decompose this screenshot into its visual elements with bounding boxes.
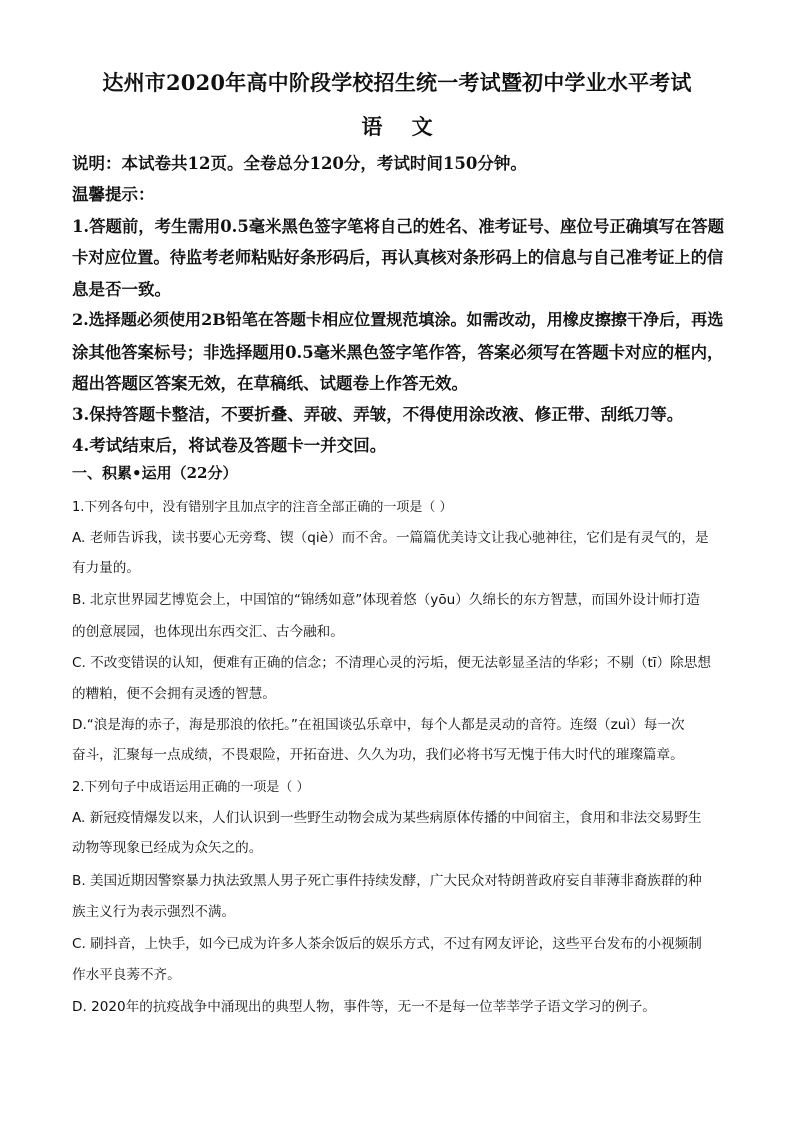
tip-line: 息是否一致。 xyxy=(72,280,171,299)
exam-title: 达州市2020年高中阶段学校招生统一考试暨初中学业水平考试 xyxy=(102,70,692,95)
question-stem: 2.下列句子中成语运用正确的一项是（ ） xyxy=(72,780,310,795)
tip-line: 2.选择题必须使用2B铅笔在答题卡相应位置规范填涂。如需改动，用橡皮擦擦干净后，再选 xyxy=(72,310,724,329)
subject-title: 语 文 xyxy=(361,114,433,139)
option-b-line: 的创意展园，也体现出东西交汇、古今融和。 xyxy=(72,624,344,640)
tip-line: 超出答题区答案无效，在草稿纸、试题卷上作答无效。 xyxy=(72,374,468,393)
tips-heading: 温馨提示： xyxy=(72,185,155,204)
option-d-line: D.“浪是海的赤子，海是那浪的依托。”在祖国谈弘乐章中，每个人都是灵动的音符。连缀（zuì）每一次 xyxy=(72,717,685,733)
option-a-line: A. 新冠疫情爆发以来，人们认识到一些野生动物会成为某些病原体传播的中间宿主，食用和非法交易野生 xyxy=(72,810,702,826)
section-heading: 一、积累•运用（22分） xyxy=(72,464,238,482)
option-a-line: A. 老师告诉我，读书要心无旁骛、锲（qiè）而不舍。一篇篇优美诗文让我心驰神往，它们是有灵气的，是 xyxy=(72,530,709,546)
option-b-line: 族主义行为表示强烈不满。 xyxy=(72,904,236,920)
option-c-line: 的糟粕，便不会拥有灵透的智慧。 xyxy=(72,686,276,702)
tip-line: 3.保持答题卡整洁，不要折叠、弄破、弄皱，不得使用涂改液、修正带、刮纸刀等。 xyxy=(72,405,684,424)
option-b-line: B. 美国近期因警察暴力执法致黑人男子死亡事件持续发酵，广大民众对特朗普政府妄自菲薄非裔族群的种 xyxy=(72,873,702,889)
option-d-line: 奋斗，汇聚每一点成绩，不畏艰险，开拓奋进、久久为功，我们必将书写无愧于伟大时代的璀璨篇章。 xyxy=(72,747,684,763)
option-c-line: 作水平良莠不齐。 xyxy=(72,967,181,983)
question-stem: 1.下列各句中，没有错别字且加点字的注音全部正确的一项是（ ） xyxy=(72,500,453,515)
option-a-line: 动物等现象已经成为众矢之的。 xyxy=(72,840,263,856)
tip-line: 1.答题前，考生需用0.5毫米黑色签字笔将自己的姓名、准考证号、座位号正确填写在答题 xyxy=(72,217,725,236)
option-d-line: D. 2020年的抗疫战争中涌现出的典型人物，事件等，无一不是每一位莘莘学子语文学习的例子。 xyxy=(72,999,656,1015)
exam-description: 说明：本试卷共12页。全卷总分120分，考试时间150分钟。 xyxy=(72,154,527,173)
tip-line: 卡对应位置。待监考老师粘贴好条形码后，再认真核对条形码上的信息与自己准考证上的信 xyxy=(72,248,724,267)
tip-line: 涂其他答案标号；非选择题用0.5毫米黑色签字笔作答，答案必须写在答题卡对应的框内， xyxy=(72,343,724,362)
option-c-line: C. 不改变错误的认知，便难有正确的信念；不清理心灵的污垢，便无法彰显圣洁的华彩；不剔（tī）除思想 xyxy=(72,655,711,671)
tip-line: 4.考试结束后，将试卷及答题卡一并交回。 xyxy=(72,436,387,455)
option-b-line: B. 北京世界园艺博览会上，中国馆的“锦绣如意”体现着悠（yōu）久绵长的东方智慧，而国外设计师打造 xyxy=(72,592,700,608)
option-a-line: 有力量的。 xyxy=(72,560,140,576)
option-c-line: C. 刷抖音，上快手，如今已成为许多人茶余饭后的娱乐方式，不过有网友评论，这些平台发布的小视频制 xyxy=(72,936,702,952)
